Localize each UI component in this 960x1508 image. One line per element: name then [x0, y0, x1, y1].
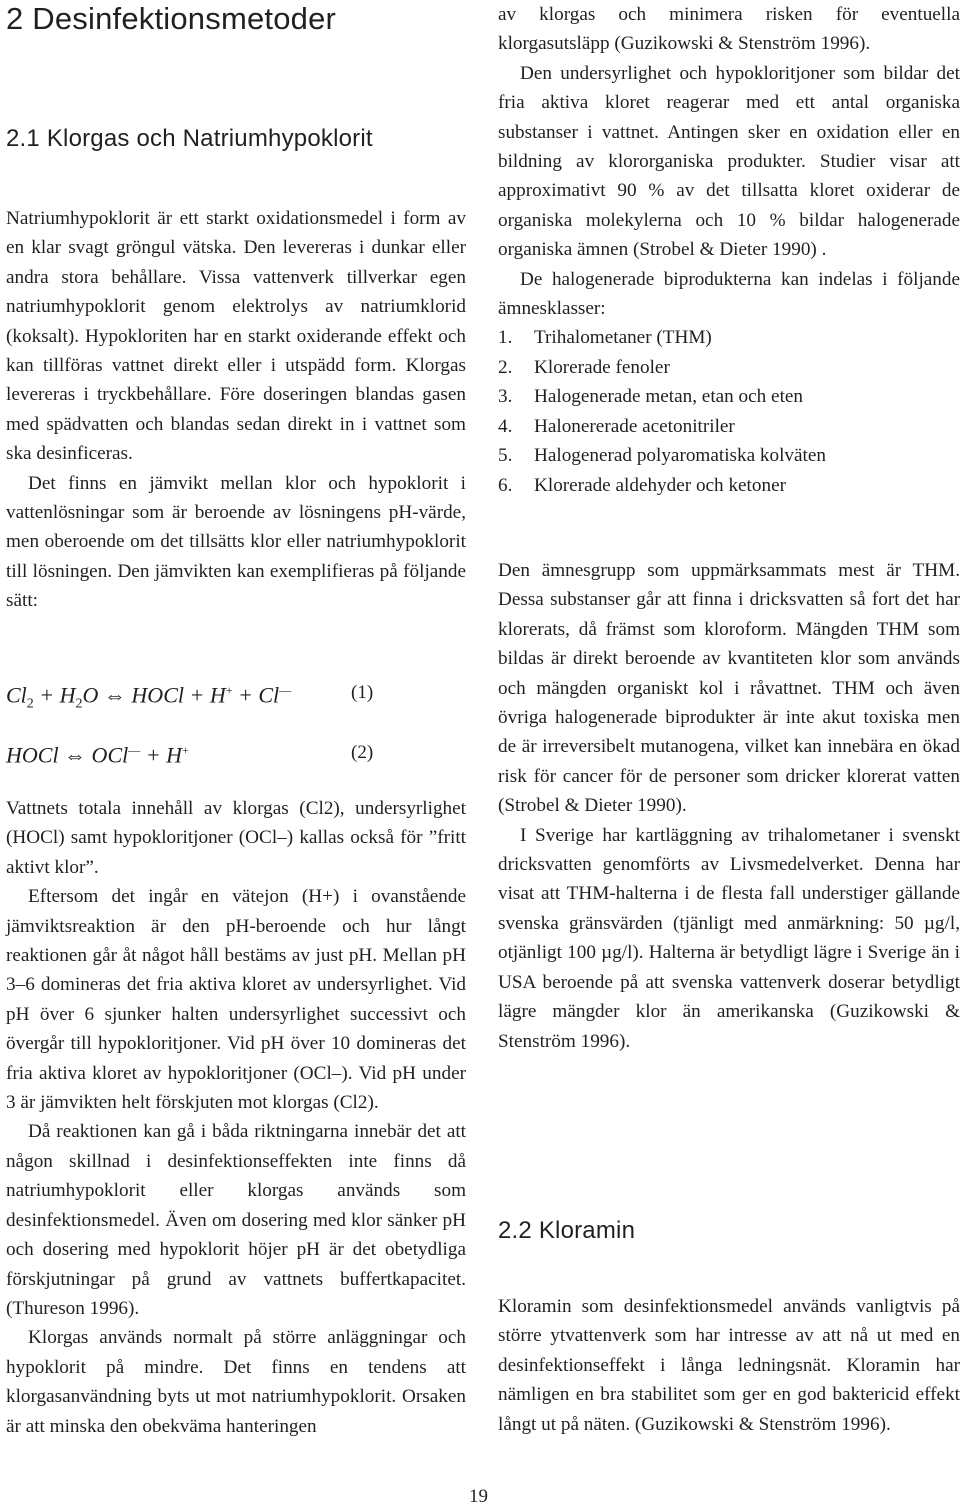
equation-2: HOCl ⇔ OCl— + H+ (2) — [6, 736, 189, 770]
paragraph: Då reaktionen kan gå i båda riktningarna innebär det att någon skillnad i desinfektionseffekten inte finns då natriumhypoklorit eller klorgas används som desinfektionsmedel. Även om dosering med klor sänker pH och dosering med hypoklorit höjer pH är det obetydliga förskjutningar på grund av vattnets buffertkapacitet. (Thureson 1996). — [6, 1121, 466, 1319]
list-item: 2. Klorerade fenoler — [498, 356, 670, 378]
paragraph: Vattnets totala innehåll av klorgas (Cl2), undersyrlighet (HOCl) samt hypokloritjoner (OCl–) kallas också för ”fritt aktivt klor”. — [6, 798, 466, 878]
paragraph: Natriumhypoklorit är ett starkt oxidationsmedel i form av en klar svagt gröngul vätska. Den levereras i dunkar eller andra stora behållare. Vissa vattenverk tillverkar egen natriumhypoklorit genom elektrolys av natriumklorid (koksalt). Hypokloriten har en starkt oxiderande effekt och kan tillföras vattnet direkt eller i utspädd form. Klorgas levereras i tryckbehållare. Före doseringen blandas gasen med spädvatten och blandas sedan direkt in i vattnet som ska desinficeras. — [6, 208, 466, 465]
page-number: 19 — [469, 1486, 488, 1507]
paragraph: Klorgas används normalt på större anläggningar och hypoklorit på mindre. Det finns en tendens att klorgasanvändning byts ut mot natriumhypoklorit. Orsaken är att minska den obekväma hanteringen — [6, 1327, 466, 1437]
equation-number: (2) — [351, 742, 374, 763]
chapter-heading: 2 Desinfektionsmetoder — [6, 1, 337, 36]
paragraph: Den ämnesgrupp som uppmärksammats mest är THM. Dessa substanser går att finna i dricksvatten så fort det har klorerats, då främst som kloroform. Mängden THM som bildas är direkt beroende av kvantiteten klor som används och mängden organiskt kol i råvattnet. THM och även övriga halogenerade biprodukter är inte akut toxiska men de är irreversibelt mutanogena, vilket kan innebära en ökad risk för cancer för de personer som dricker klorerat vatten (Strobel & Dieter 1990). — [498, 560, 960, 817]
equation-number: (1) — [351, 682, 374, 703]
paragraph: Eftersom det ingår en vätejon (H+) i ovanstående jämviktsreaktion är den pH-beroende och hur långt reaktionen går åt något håll bestäms av just pH. Mellan pH 3–6 domineras det fria aktiva kloret av undersyrlighet. Vid pH över 6 sjunker halten undersyrlighet successivt och övergår till hypokloritjoner. Vid pH över 10 domineras det fria aktiva kloret av hypokloritjoner (OCl–). Vid pH under 3 är jämvikten helt förskjuten mot klorgas (Cl2). — [6, 886, 466, 1114]
section-heading-2-1: 2.1 Klorgas och Natriumhypoklorit — [6, 125, 373, 152]
list-item: 6. Klorerade aldehyder och ketoner — [498, 474, 786, 496]
list-item: 3. Halogenerade metan, etan och eten — [498, 386, 804, 408]
paragraph: av klorgas och minimera risken för eventuella klorgasutsläpp (Guzikowski & Stenström 1996). — [498, 4, 960, 55]
paragraph-block — [498, 556, 960, 1056]
paragraph: Det finns en jämvikt mellan klor och hypoklorit i vattenlösningar som är beroende av lösningens pH-värde, men oberoende om det tillsätts klor eller natriumhypoklorit till lösningen. Den jämvikten kan exemplifieras på följande sätt: — [6, 472, 466, 612]
paragraph-block — [498, 0, 960, 500]
list-item: 4. Halonererade acetonitriler — [498, 415, 735, 437]
list-item: 1. Trihalometaner (THM) — [498, 327, 712, 349]
paragraph: De halogenerade biprodukterna kan indelas i följande ämnesklasser: — [498, 268, 960, 320]
list-item: 5. Halogenerad polyaromatiska kolväten — [498, 445, 826, 467]
equation-1: $Cl_2 + H_2O$ ⇔ HOCl + H+ + Cl— (1) — [6, 676, 291, 719]
paragraph-block — [498, 1292, 960, 1439]
section-heading-2-2: 2.2 Kloramin — [498, 1217, 636, 1244]
paragraph: Kloramin som desinfektionsmedel används vanligtvis på större ytvattenverk som har intresse av att nå ut med en desinfektionseffekt i långa ledningsnät. Kloramin har nämligen en bra stabilitet som ger en god baktericid effekt långt ut på näten. (Guzikowski & Stenström 1996). — [498, 1296, 960, 1435]
paragraph: Den undersyrlighet och hypokloritjoner som bildar det fria aktiva kloret reagerar med ett antal organiska substanser i vattnet. Antingen sker en oxidation eller en bildning av klororganiska produkter. Studier visar att approximativt 90 % av det tillsatta kloret oxiderar de organiska molekylerna och 10 % bildar halogenerade organiska ämnen (Strobel & Dieter 1990) . — [498, 62, 960, 261]
paragraph-block — [6, 794, 466, 1441]
paragraph: I Sverige har kartläggning av trihalometaner i svenskt dricksvatten genomförts av Livsmedelverket. Denna har visat att THM-halterna i de flesta fall understiger gällande svenska gränsvärden (tjänligt med anmärkning: 50 µg/l, otjänligt 100 µg/l). Halterna är betydligt lägre i Sverige än i USA beroende på att svenska vattenverk doserar betydligt lägre mängder klor än amerikanska (Guzikowski & Stenström 1996). — [498, 824, 960, 1052]
paragraph-intro — [6, 204, 466, 616]
substance-class-list — [498, 323, 960, 499]
